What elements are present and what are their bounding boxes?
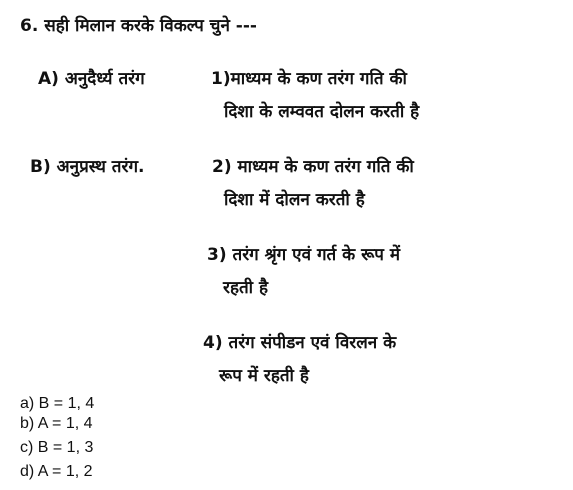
option-c[interactable]: c) B = 1, 3 [20,439,94,456]
column-b-item-4-line2: रूप में रहती है [219,366,309,386]
column-a-item-b: B) अनुप्रस्थ तरंग. [30,157,145,177]
column-b-item-4-line1: 4) तरंग संपीडन एवं विरलन के [203,333,397,353]
column-b-item-3-line1: 3) तरंग श्रृंग एवं गर्त के रूप में [207,245,401,265]
question-title: 6. सही मिलान करके विकल्प चुने --- [20,16,257,36]
column-a-item-a: A) अनुदैर्ध्य तरंग [38,69,145,89]
column-b-item-1-line2: दिशा के लम्ववत दोलन करती है [224,102,420,122]
column-b-item-2-line1: 2) माध्यम के कण तरंग गति की [212,157,414,177]
column-b-item-1-line1: 1)माध्यम के कण तरंग गति की [211,69,407,89]
option-d[interactable]: d) A = 1, 2 [20,463,93,480]
option-a[interactable]: a) B = 1, 4 [20,395,95,412]
column-b-item-3-line2: रहती है [223,278,269,298]
column-b-item-2-line2: दिशा में दोलन करती है [224,190,365,210]
option-b[interactable]: b) A = 1, 4 [20,415,93,432]
